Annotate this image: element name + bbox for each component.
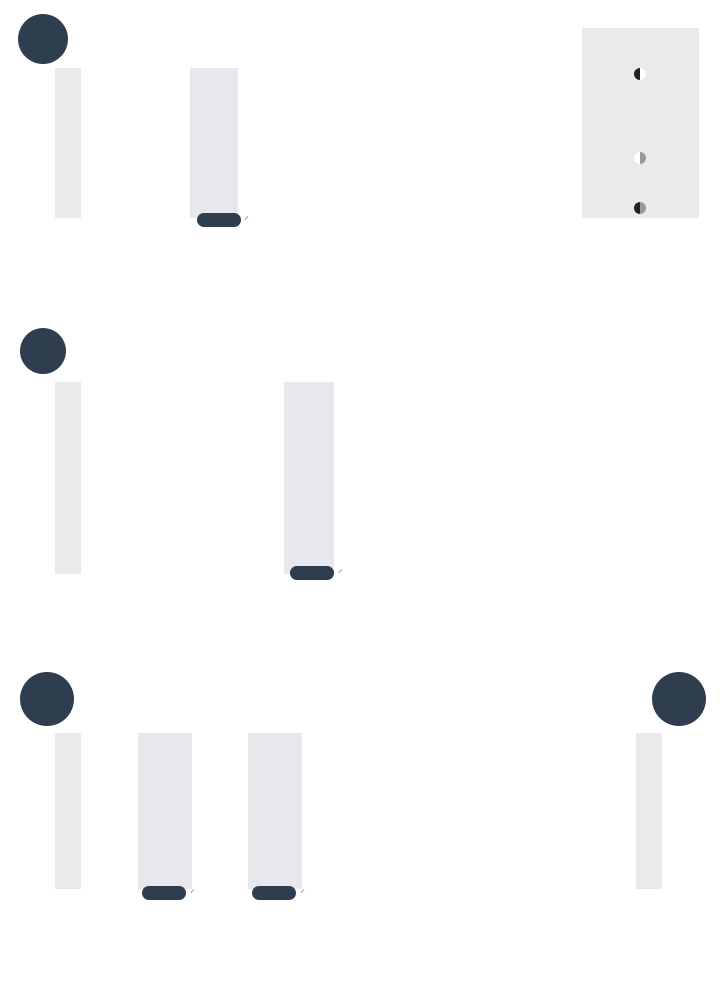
s2-tone-bar [55,382,81,574]
s3-new-col-1 [138,733,192,889]
s1-tone-bar [55,68,81,218]
s2-tone-bubble [20,328,66,374]
s3-new-badge-1 [142,886,186,900]
s1-new-badge [197,213,241,227]
s1-new-column-highlight [190,68,238,218]
s1-new-mark: ⸝ [244,211,249,222]
s3-bubble-left [20,672,74,726]
s3-bubble-right [652,672,706,726]
legend-tinter-icon [634,152,646,164]
s3-tone-bar-right [636,733,662,889]
legend-alkali-icon [634,68,646,80]
legend-both-icon [634,202,646,214]
s2-new-badge [290,566,334,580]
s3-new-badge-2 [252,886,296,900]
s2-new-column-highlight [284,382,334,574]
s3-tone-bar-left [55,733,81,889]
s2-new-mark: ⸝ [338,564,343,575]
legend-box [582,28,699,218]
s3-new-col-2 [248,733,302,889]
s3-new-mark-2: ⸝ [300,884,305,895]
s3-new-mark-1: ⸝ [190,884,195,895]
s1-tone-bubble [18,14,68,64]
